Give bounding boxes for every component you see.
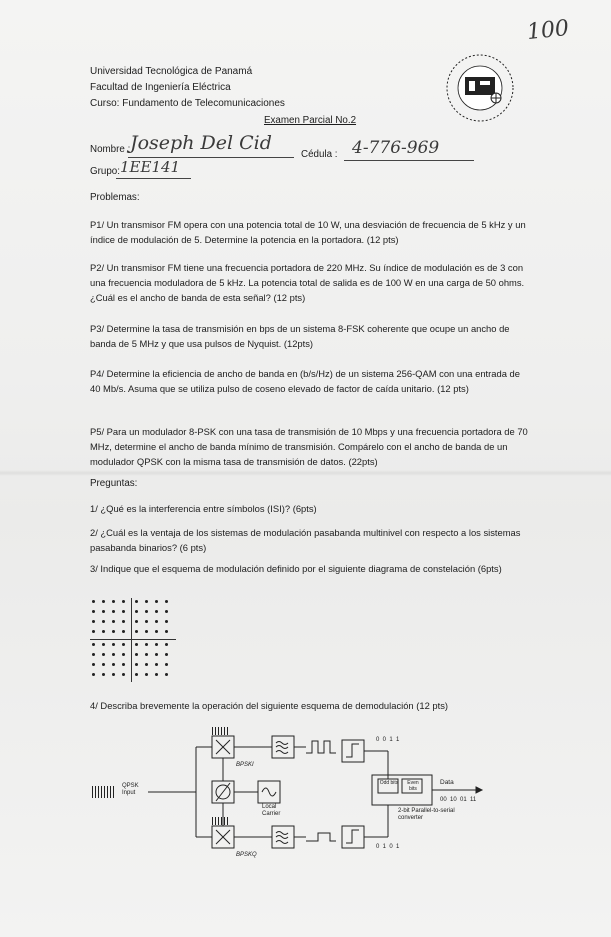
constellation-point [122, 620, 125, 623]
constellation-point [145, 620, 148, 623]
constellation-point [155, 653, 158, 656]
constellation-point [122, 643, 125, 646]
constellation-point [102, 620, 105, 623]
diagram-odd-bits-label: Odd bits [379, 780, 399, 786]
problem-p4: P4/ Determine la eficiencia de ancho de banda en (b/s/Hz) de un sistema 256-QAM con una entrada de 40 Mb/s. Asuma que se utiliza pulso de coseno elevado de factor de caída unitario. (12 pts) [90, 368, 520, 394]
constellation-point [145, 663, 148, 666]
diagram-output-bits: 00 10 01 11 [440, 797, 477, 803]
id-label: Cédula : [301, 149, 338, 160]
constellation-point [135, 673, 138, 676]
constellation-point [155, 610, 158, 613]
constellation-point [92, 643, 95, 646]
input-signal-icon [92, 727, 228, 825]
constellation-point [135, 653, 138, 656]
grade-mark: 100 [525, 15, 571, 46]
diagram-converter-label: 2-bit Parallel-to-serial converter [398, 808, 455, 821]
faculty-name: Facultad de Ingeniería Eléctrica [90, 82, 231, 93]
diagram-top-bits: 0 0 1 1 [376, 737, 400, 743]
constellation-point [135, 620, 138, 623]
constellation-point [135, 600, 138, 603]
constellation-point [92, 630, 95, 633]
constellation-q-axis [131, 598, 132, 682]
question-1: 1/ ¿Qué es la interferencia entre símbolos (ISI)? (6pts) [90, 503, 317, 514]
constellation-point [165, 630, 168, 633]
constellation-point [165, 620, 168, 623]
constellation-point [112, 600, 115, 603]
constellation-point [165, 600, 168, 603]
constellation-point [92, 600, 95, 603]
top-filter-icon [272, 736, 294, 758]
constellation-point [112, 610, 115, 613]
diagram-bpsk-q-label: BPSKQ [236, 852, 257, 858]
constellation-point [102, 653, 105, 656]
constellation-point [92, 663, 95, 666]
constellation-point [92, 610, 95, 613]
constellation-point [122, 600, 125, 603]
constellation-point [102, 673, 105, 676]
constellation-point [135, 610, 138, 613]
course-name: Curso: Fundamento de Telecomunicaciones [90, 98, 285, 109]
constellation-point [92, 673, 95, 676]
constellation-point [122, 673, 125, 676]
constellation-point [145, 653, 148, 656]
name-label: Nombre : [90, 144, 131, 155]
constellation-point [155, 643, 158, 646]
constellation-point [145, 643, 148, 646]
constellation-point [145, 630, 148, 633]
group-value: 1EE141 [120, 158, 181, 176]
constellation-i-axis [90, 639, 176, 640]
constellation-point [102, 610, 105, 613]
constellation-point [102, 600, 105, 603]
constellation-point [145, 673, 148, 676]
constellation-point [145, 600, 148, 603]
problem-p2: P2/ Un transmisor FM tiene una frecuencia portadora de 220 MHz. Su índice de modulación es de 3 con una frecuencia moduladora de 5 kHz. La potencia total de salida es de 100 W en una carga de 50 ohms. ¿Cuál es el ancho de banda de esta señal? (12 pts) [90, 262, 525, 303]
problem-p3: P3/ Determine la tasa de transmisión en bps de un sistema 8-FSK coherente que ocupe un ancho de banda de 5 MHz y que usa pulsos de Nyquist. (12pts) [90, 323, 510, 349]
diagram-bottom-bits: 0 1 0 1 [376, 844, 400, 850]
id-line [344, 160, 474, 161]
constellation-point [135, 630, 138, 633]
constellation-point [122, 663, 125, 666]
constellation-point [102, 643, 105, 646]
constellation-point [155, 673, 158, 676]
constellation-point [92, 653, 95, 656]
constellation-point [165, 673, 168, 676]
diagram-bpsk-i-label: BPSKI [236, 762, 254, 768]
constellation-point [165, 610, 168, 613]
constellation-point [112, 643, 115, 646]
constellation-point [122, 653, 125, 656]
diagram-even-bits-label: Even bits [407, 780, 419, 792]
university-name: Universidad Tecnológica de Panamá [90, 66, 253, 77]
constellation-point [112, 653, 115, 656]
header-block [90, 64, 285, 112]
constellation-point [155, 663, 158, 666]
questions-title: Preguntas: [90, 478, 138, 489]
constellation-point [165, 663, 168, 666]
problems-title: Problemas: [90, 192, 140, 203]
id-value: 4-776-969 [352, 138, 440, 158]
question-2: 2/ ¿Cuál es la ventaja de los sistemas de modulación pasabanda multinivel con respecto a los sistemas pasabanda binarios? (6 pts) [90, 527, 521, 553]
name-value: Joseph Del Cid [130, 132, 272, 154]
constellation-point [112, 663, 115, 666]
constellation-point [122, 630, 125, 633]
question-4: 4/ Describa brevemente la operación del siguiente esquema de demodulación (12 pts) [90, 700, 449, 711]
constellation-point [155, 620, 158, 623]
constellation-point [112, 673, 115, 676]
problem-p1: P1/ Un transmisor FM opera con una potencia total de 10 W, una desviación de frecuencia de 5 kHz y un índice de modulación de 5. Determine la potencia en la portadora. (12 pts) [90, 219, 526, 245]
constellation-point [165, 653, 168, 656]
constellation-point [155, 630, 158, 633]
constellation-point [145, 610, 148, 613]
group-label: Grupo: [90, 166, 120, 177]
constellation-point [155, 600, 158, 603]
diagram-data-label: Data [440, 779, 454, 786]
constellation-point [92, 620, 95, 623]
constellation-point [102, 663, 105, 666]
diagram-input-label: QPSK Input [122, 783, 139, 796]
problem-p5: P5/ Para un modulador 8-PSK con una tasa de transmisión de 10 Mbps y una frecuencia portadora de 70 MHz, determine el ancho de banda mínimo de transmisión. Compárelo con el ancho de banda de un modulador QPSK con la misma tasa de transmisión de datos. (22pts) [90, 426, 528, 467]
constellation-point [112, 630, 115, 633]
diagram-local-carrier-label: Local Carrier [262, 804, 281, 817]
bottom-filter-icon [272, 826, 294, 848]
constellation-point [165, 643, 168, 646]
constellation-point [135, 663, 138, 666]
exam-title: Examen Parcial No.2 [264, 115, 357, 126]
top-decision-icon [342, 740, 364, 762]
constellation-point [112, 620, 115, 623]
constellation-point [122, 610, 125, 613]
paper-fold [0, 470, 611, 476]
question-3: 3/ Indique que el esquema de modulación definido por el siguiente diagrama de constelación (6pts) [90, 563, 502, 574]
group-line [116, 178, 191, 179]
constellation-point [102, 630, 105, 633]
university-seal-icon [440, 52, 522, 124]
constellation-diagram [92, 600, 174, 680]
constellation-point [135, 643, 138, 646]
bottom-decision-icon [342, 826, 364, 848]
